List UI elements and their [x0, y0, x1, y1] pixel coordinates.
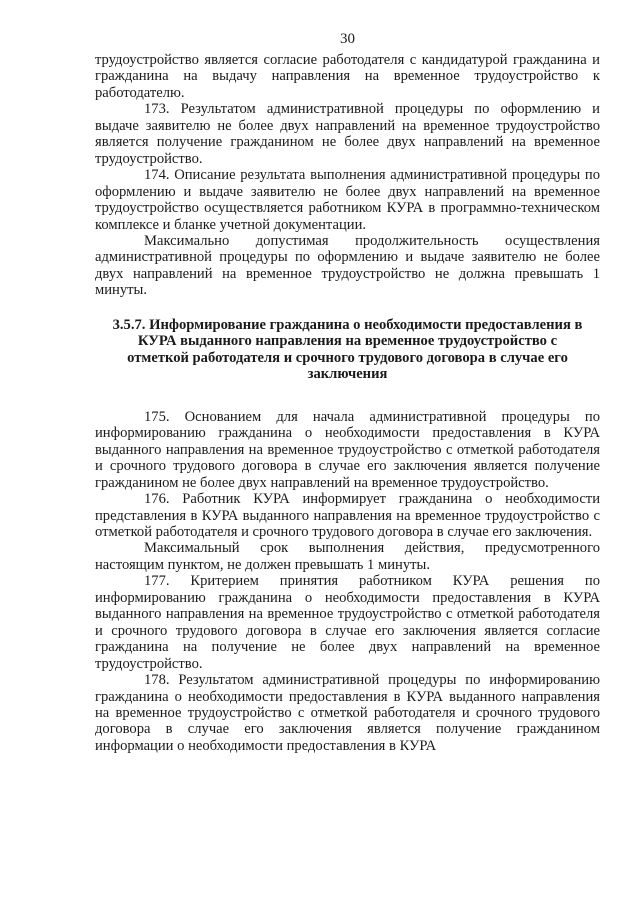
paragraph-continuation: трудоустройство является согласие работодателя с кандидатурой гражданина и гражданина на выдачу направления на временное трудоустройство к работодателю.: [95, 52, 600, 101]
paragraph-178: 178. Результатом административной процедуры по информированию гражданина о необходимости предоставления в КУРА выданного направления на временное трудоустройство с отметкой работодателя и срочного трудового договора в случае его заключения является получение гражданином информации о необходимости предоставления в КУРА: [95, 672, 600, 754]
paragraph-177: 177. Критерием принятия работником КУРА решения по информированию гражданина о необходимости предоставления в КУРА выданного направления на временное трудоустройство с отметкой работодателя и срочного трудового договора в случае его заключения является согласие гражданина на получение не более двух направлений на временное трудоустройство.: [95, 573, 600, 672]
paragraph-176-max-duration: Максимальный срок выполнения действия, предусмотренного настоящим пунктом, не должен превышать 1 минуты.: [95, 540, 600, 573]
paragraph-173: 173. Результатом административной процедуры по оформлению и выдаче заявителю не более двух направлений на временное трудоустройство является получение гражданином не более двух направлений на временное трудоустройство.: [95, 101, 600, 167]
document-page: [95, 30, 600, 754]
page-number: 30: [340, 31, 355, 47]
paragraph-176: 176. Работник КУРА информирует гражданина о необходимости представления в КУРА выданного направления на временное трудоустройство с отметкой работодателя и срочного трудового договора в случае его заключения.: [95, 491, 600, 540]
paragraph-174-max-duration: Максимально допустимая продолжительность осуществления административной процедуры по оформлению и выдаче заявителю не более двух направлений на временное трудоустройство не должна превышать 1 минуты.: [95, 232, 600, 299]
section-heading-3-5-7: 3.5.7. Информирование гражданина о необходимости предоставления в КУРА выданного направления на временное трудоустройство с отметкой работодателя и срочного трудового договора в случае его заключения: [112, 316, 583, 383]
paragraph-175: 175. Основанием для начала административной процедуры по информированию гражданина о необходимости предоставления в КУРА выданного направления на временное трудоустройство с отметкой работодателя и срочного трудового договора в случае его заключения является получение гражданином не более двух направлений на временное трудоустройство.: [95, 408, 600, 491]
paragraph-174: 174. Описание результата выполнения административной процедуры по оформлению и выдаче заявителю не более двух направлений на временное трудоустройство осуществляется работником КУРА в программно-техническом комплексе и бланке учетной документации.: [95, 167, 600, 233]
